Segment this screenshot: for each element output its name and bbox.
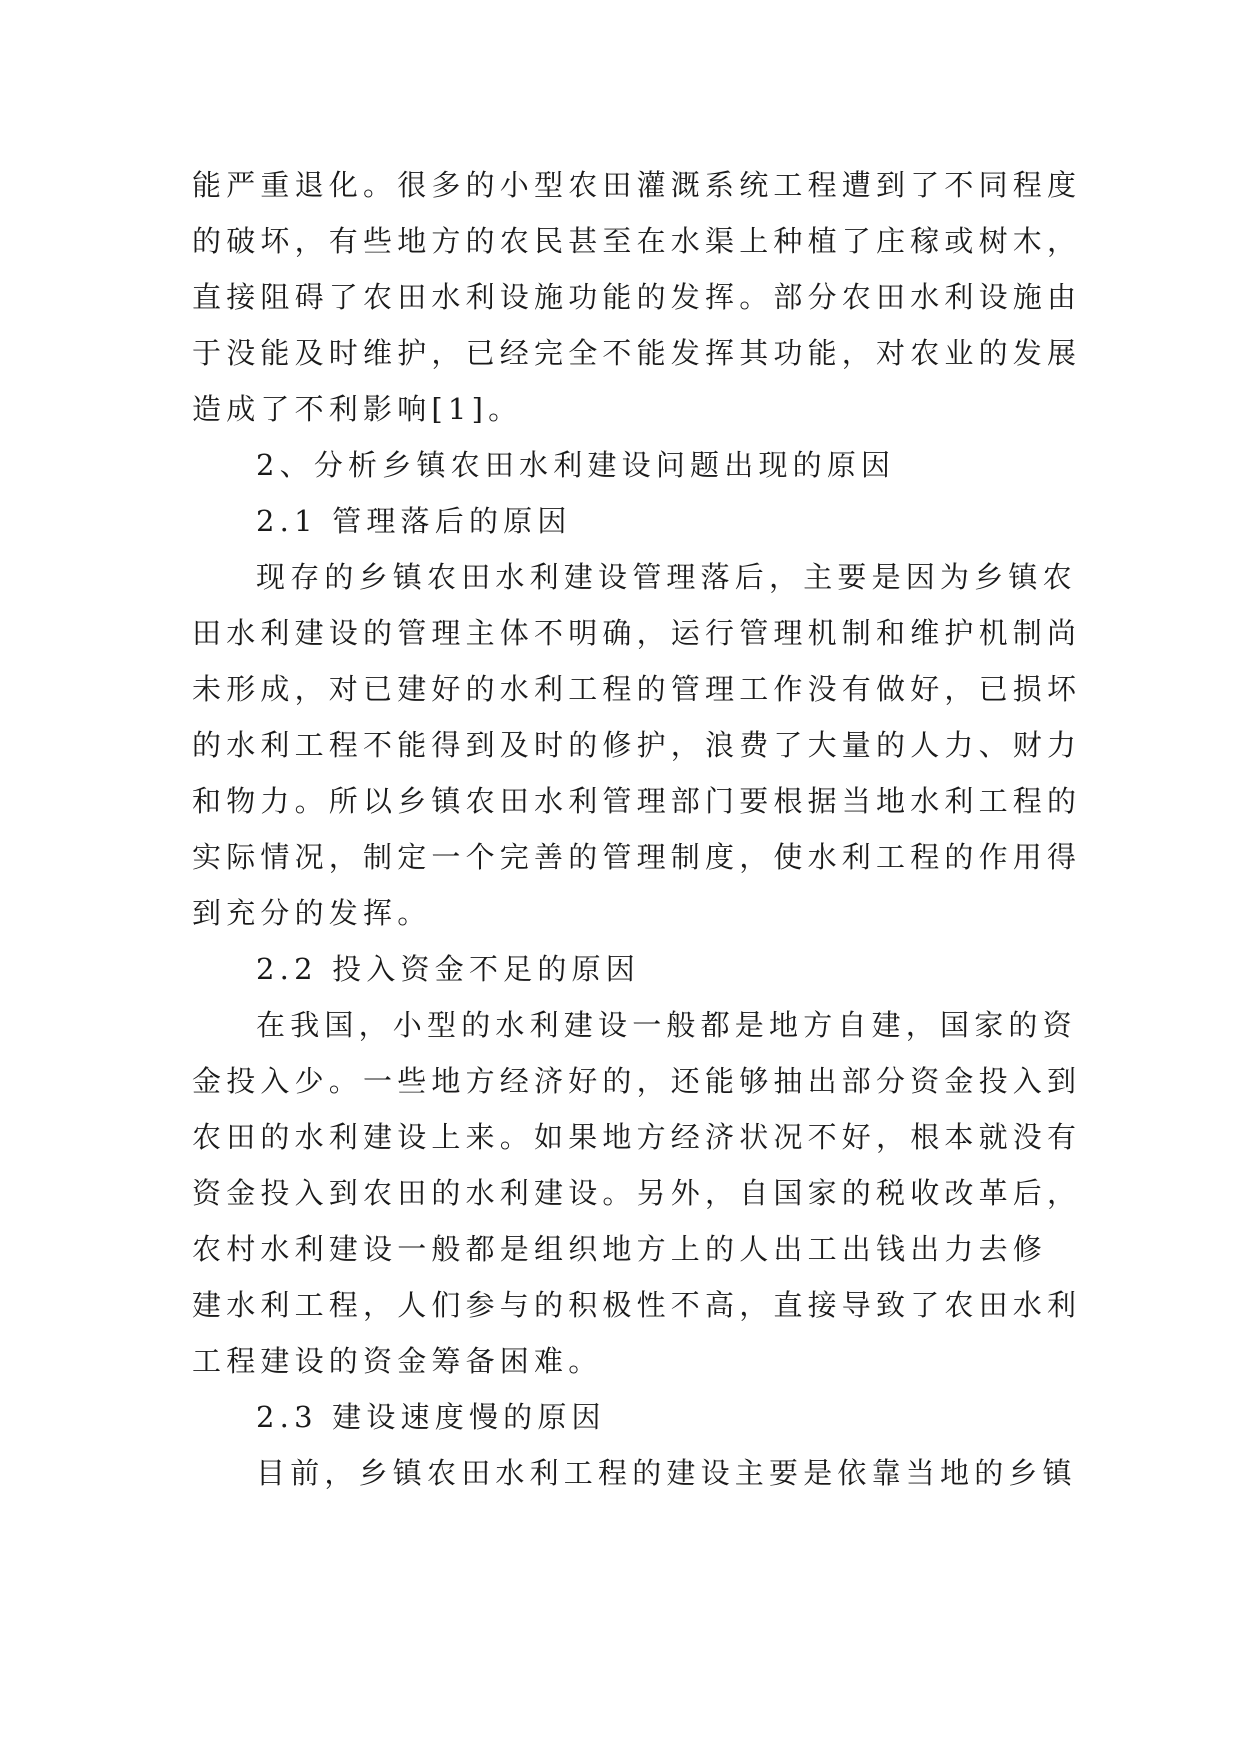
- section-heading: 2、分析乡镇农田水利建设问题出现的原因: [256, 448, 896, 482]
- paragraph-line: 未形成，对已建好的水利工程的管理工作没有做好，已损坏: [192, 672, 1082, 706]
- paragraph-line: 的破坏，有些地方的农民甚至在水渠上种植了庄稼或树木，: [192, 224, 1082, 258]
- paragraph-line: 农田的水利建设上来。如果地方经济状况不好，根本就没有: [192, 1120, 1082, 1154]
- subsection-heading: 2.2 投入资金不足的原因: [256, 952, 640, 986]
- paragraph-line: 的水利工程不能得到及时的修护，浪费了大量的人力、财力: [192, 728, 1082, 762]
- paragraph-line: 目前，乡镇农田水利工程的建设主要是依靠当地的乡镇: [256, 1456, 1077, 1490]
- paragraph-line: 在我国，小型的水利建设一般都是地方自建，国家的资: [256, 1008, 1077, 1042]
- paragraph-line: 和物力。所以乡镇农田水利管理部门要根据当地水利工程的: [192, 784, 1082, 818]
- paragraph-line: 能严重退化。很多的小型农田灌溉系统工程遭到了不同程度: [192, 168, 1082, 202]
- paragraph-line: 直接阻碍了农田水利设施功能的发挥。部分农田水利设施由: [192, 280, 1082, 314]
- paragraph-line: 金投入少。一些地方经济好的，还能够抽出部分资金投入到: [192, 1064, 1082, 1098]
- paragraph-line: 资金投入到农田的水利建设。另外，自国家的税收改革后，: [192, 1176, 1082, 1210]
- paragraph-line: 于没能及时维护，已经完全不能发挥其功能，对农业的发展: [192, 336, 1082, 370]
- paragraph-line: 农村水利建设一般都是组织地方上的人出工出钱出力去修: [192, 1232, 1048, 1266]
- subsection-heading: 2.3 建设速度慢的原因: [256, 1400, 606, 1434]
- paragraph-line: 实际情况，制定一个完善的管理制度，使水利工程的作用得: [192, 840, 1082, 874]
- paragraph-line: 到充分的发挥。: [192, 896, 432, 930]
- paragraph-line: 田水利建设的管理主体不明确，运行管理机制和维护机制尚: [192, 616, 1082, 650]
- paragraph-line: 工程建设的资金筹备困难。: [192, 1344, 603, 1378]
- paragraph-line: 造成了不利影响[1]。: [192, 392, 523, 426]
- subsection-heading: 2.1 管理落后的原因: [256, 504, 572, 538]
- paragraph-line: 建水利工程，人们参与的积极性不高，直接导致了农田水利: [192, 1288, 1082, 1322]
- paragraph-line: 现存的乡镇农田水利建设管理落后，主要是因为乡镇农: [256, 560, 1077, 594]
